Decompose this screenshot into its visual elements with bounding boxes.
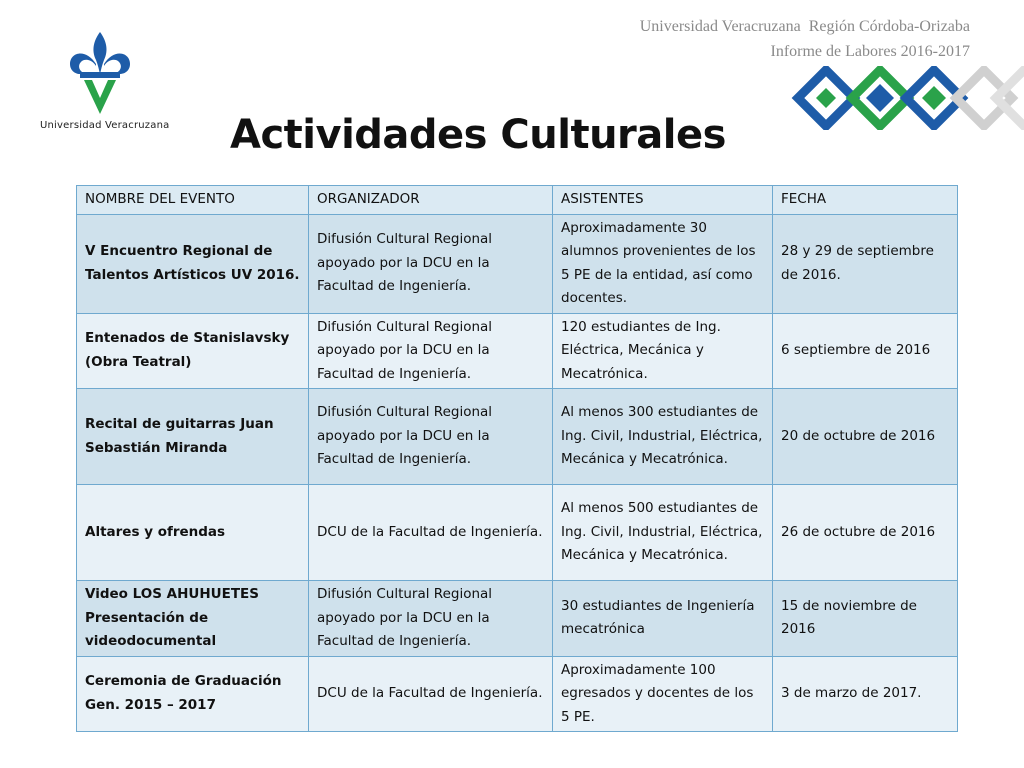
cell-asistentes: Aproximadamente 30 alumnos provenientes de los 5 PE de la entidad, así como docentes. [553,214,773,313]
cell-asistentes: Al menos 300 estudiantes de Ing. Civil, Industrial, Eléctrica, Mecánica y Mecatrónica. [553,389,773,485]
table-header-row [77,186,958,215]
header-region: Región Córdoba-Orizaba [808,18,970,35]
table-row [77,485,958,581]
cell-organizador: Difusión Cultural Regional apoyado por la DCU en la Facultad de Ingeniería. [309,581,553,657]
page-header [640,14,970,64]
table-row [77,581,958,657]
header-asistentes: ASISTENTES [553,186,773,215]
decorative-pattern [784,66,1024,130]
cell-fecha: 15 de noviembre de 2016 [773,581,958,657]
cell-asistentes: 30 estudiantes de Ingeniería mecatrónica [553,581,773,657]
cell-organizador: DCU de la Facultad de Ingeniería. [309,656,553,732]
table-row [77,389,958,485]
table-row [77,656,958,732]
cell-fecha: 20 de octubre de 2016 [773,389,958,485]
cell-organizador: Difusión Cultural Regional apoyado por la DCU en la Facultad de Ingeniería. [309,313,553,389]
cell-evento: Altares y ofrendas [77,485,309,581]
table-row [77,313,958,389]
uv-flor-de-lis-icon [66,30,134,116]
cell-fecha: 28 y 29 de septiembre de 2016. [773,214,958,313]
cell-asistentes: 120 estudiantes de Ing. Eléctrica, Mecánica y Mecatrónica. [553,313,773,389]
cell-organizador: Difusión Cultural Regional apoyado por la DCU en la Facultad de Ingeniería. [309,214,553,313]
cell-asistentes: Al menos 500 estudiantes de Ing. Civil, Industrial, Eléctrica, Mecánica y Mecatrónica. [553,485,773,581]
header-evento: NOMBRE DEL EVENTO [77,186,309,215]
decorative-pattern-icon [798,70,1024,126]
cell-fecha: 6 septiembre de 2016 [773,313,958,389]
cell-evento: Ceremonia de Graduación Gen. 2015 – 2017 [77,656,309,732]
cell-fecha: 26 de octubre de 2016 [773,485,958,581]
header-report: Informe de Labores 2016-2017 [770,43,970,60]
cell-evento: Recital de guitarras Juan Sebastián Miranda [77,389,309,485]
university-logo [40,30,174,131]
header-organizador: ORGANIZADOR [309,186,553,215]
cell-evento: Entenados de Stanislavsky (Obra Teatral) [77,313,309,389]
cell-evento: V Encuentro Regional de Talentos Artísticos UV 2016. [77,214,309,313]
header-university: Universidad Veracruzana [639,18,801,35]
cell-evento: Video LOS AHUHUETES Presentación de videodocumental [77,581,309,657]
cell-organizador: DCU de la Facultad de Ingeniería. [309,485,553,581]
header-fecha: FECHA [773,186,958,215]
page-title: Actividades Culturales [230,112,726,158]
activities-table [76,185,958,732]
cell-organizador: Difusión Cultural Regional apoyado por la DCU en la Facultad de Ingeniería. [309,389,553,485]
cell-fecha: 3 de marzo de 2017. [773,656,958,732]
logo-caption: Universidad Veracruzana [40,120,170,131]
table-row [77,214,958,313]
cell-asistentes: Aproximadamente 100 egresados y docentes de los 5 PE. [553,656,773,732]
